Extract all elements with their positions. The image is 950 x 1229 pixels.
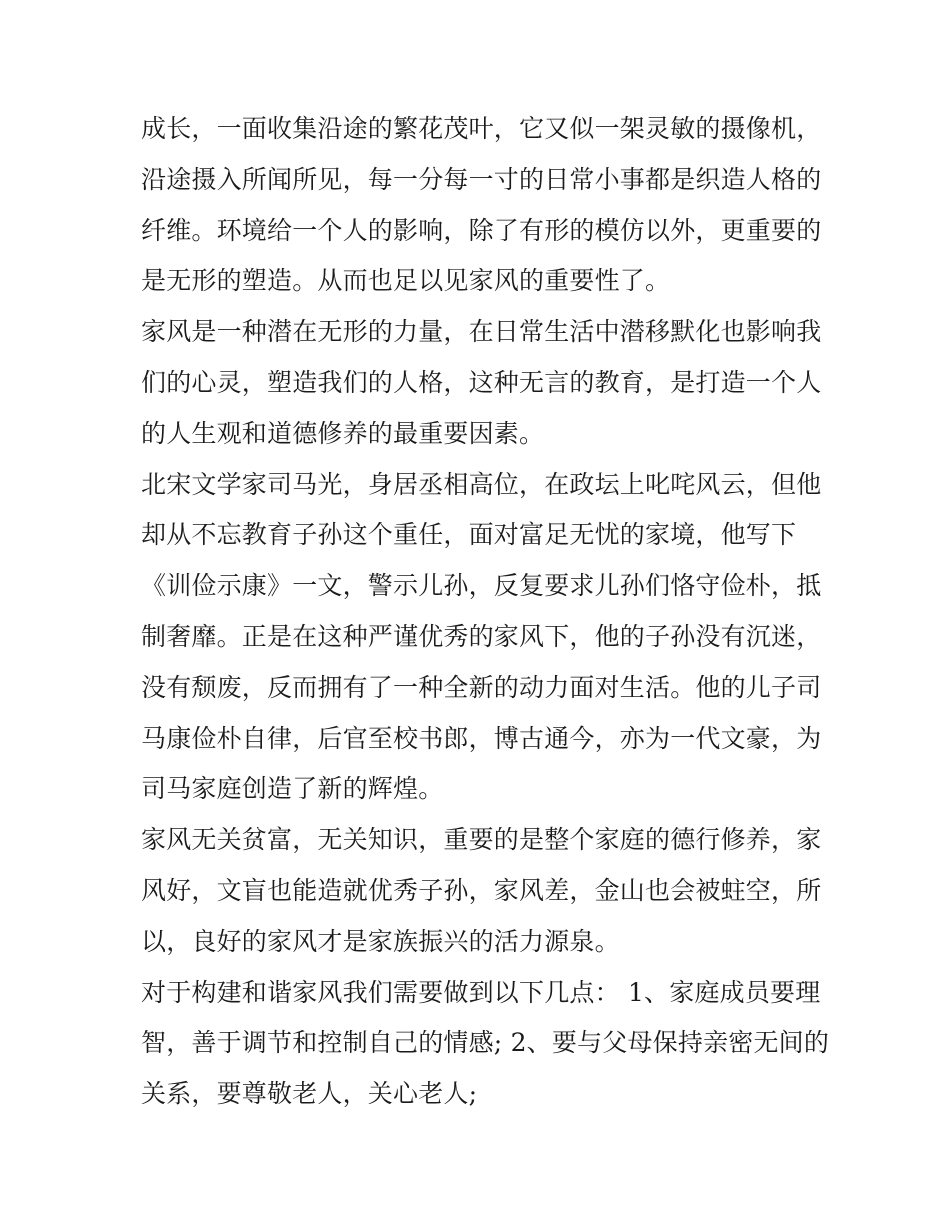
text-line: 们的心灵，塑造我们的人格，这种无言的教育，是打造一个人 xyxy=(141,367,822,397)
text-line: 关系，要尊敬老人，关心老人; xyxy=(141,1079,478,1109)
text-line: 司马家庭创造了新的辉煌。 xyxy=(141,774,444,804)
text-line: 以，良好的家风才是家族振兴的活力源泉。 xyxy=(141,926,620,956)
text-line: 家风无关贫富，无关知识，重要的是整个家庭的德行修养，家 xyxy=(141,825,822,855)
text-line: 却从不忘教育子孙这个重任，面对富足无忧的家境，他写下 xyxy=(141,520,797,550)
text-line: 没有颓废，反而拥有了一种全新的动力面对生活。他的儿子司 xyxy=(141,672,822,702)
text-line: 智，善于调节和控制自己的情感; 2、要与父母保持亲密无间的 xyxy=(141,1028,830,1058)
text-line: 马康俭朴自律，后官至校书郎，博古通今，亦为一代文豪，为 xyxy=(141,723,822,753)
text-line: 是无形的塑造。从而也足以见家风的重要性了。 xyxy=(141,266,671,296)
text-line: 对于构建和谐家风我们需要做到以下几点： 1、家庭成员要理 xyxy=(141,977,821,1007)
text-line: 风好，文盲也能造就优秀子孙，家风差，金山也会被蛀空，所 xyxy=(141,875,822,905)
text-line: 《训俭示康》一文，警示儿孙，反复要求儿孙们恪守俭朴，抵 xyxy=(141,571,822,601)
text-line: 家风是一种潜在无形的力量，在日常生活中潜移默化也影响我 xyxy=(141,317,822,347)
text-line: 成长，一面收集沿途的繁花茂叶，它又似一架灵敏的摄像机， xyxy=(141,114,822,143)
body-text xyxy=(141,104,830,1120)
text-line: 制奢靡。正是在这种严谨优秀的家风下，他的子孙没有沉迷， xyxy=(141,621,822,651)
text-line: 的人生观和道德修养的最重要因素。 xyxy=(141,418,545,448)
text-line: 北宋文学家司马光，身居丞相高位，在政坛上叱咤风云，但他 xyxy=(141,469,822,499)
text-line: 沿途摄入所闻所见，每一分每一寸的日常小事都是织造人格的 xyxy=(141,164,822,194)
text-line: 纤维。环境给一个人的影响，除了有形的模仿以外，更重要的 xyxy=(141,215,822,245)
